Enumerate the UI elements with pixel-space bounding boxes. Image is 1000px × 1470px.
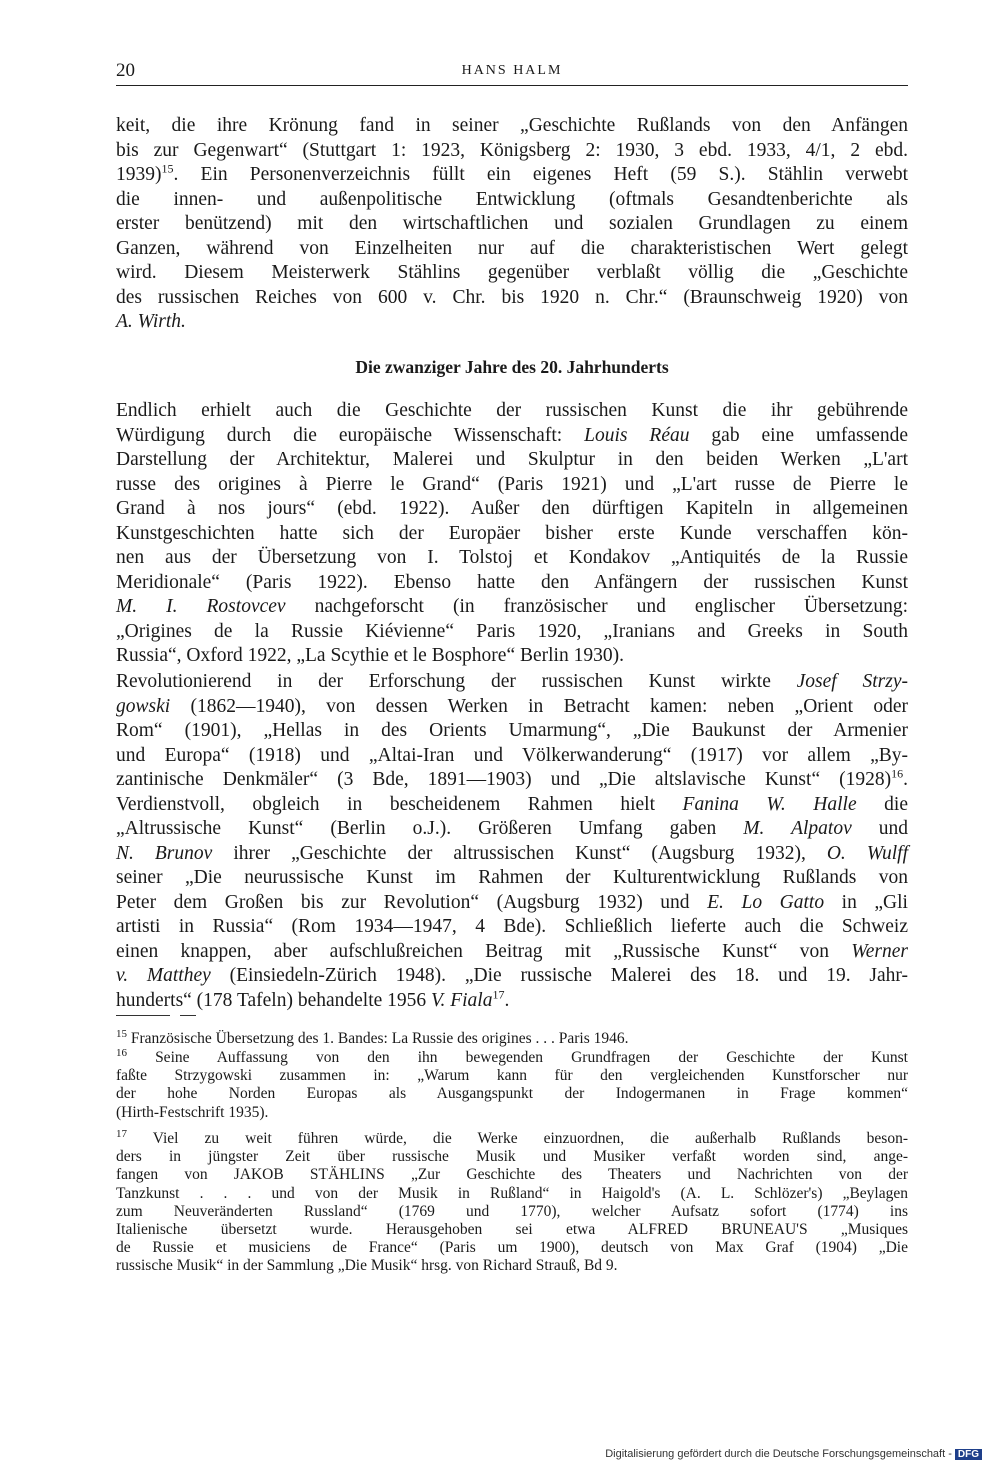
text-line bbox=[116, 940, 908, 965]
footnote-ref: 16 bbox=[891, 766, 904, 781]
text-line: fangen von JAKOB STÄHLINS „Zur Geschichte des Theaters und Nachrichten von der bbox=[116, 1166, 908, 1184]
text-line: Kunstgeschichten hatte sich der Europäer bisher erste Kunde verschaffen kön- bbox=[116, 522, 908, 544]
text-fragment: „Altrussische Kunst“ (Berlin o.J.). Größeren Umfang gaben bbox=[116, 818, 744, 839]
text-line: bis zur Gegenwart“ (Stuttgart 1: 1923, Königsberg 2: 1930, 3 ebd. 1933, 4/1, 2 ebd. bbox=[116, 139, 908, 161]
footnote-ref: 17 bbox=[492, 987, 505, 1001]
text-line bbox=[116, 1127, 908, 1148]
text-line: der hohe Norden Europas als Ausgangspunkt der Indogermanen in Frage kommen“ bbox=[116, 1085, 908, 1103]
text-line bbox=[116, 670, 908, 695]
text-line bbox=[116, 768, 908, 793]
footnote-marker: 15 bbox=[116, 1027, 127, 1040]
paragraph-1 bbox=[116, 114, 908, 335]
header-rule bbox=[116, 85, 908, 86]
author-name: V. Fiala bbox=[431, 989, 493, 1011]
text-fragment: . bbox=[504, 989, 510, 1011]
text-fragment: . bbox=[903, 769, 908, 790]
running-header bbox=[116, 60, 908, 86]
footnote-15 bbox=[116, 1027, 908, 1048]
text-line bbox=[116, 793, 908, 818]
author-name: M. Alpatov bbox=[743, 818, 852, 839]
text-line: die innen- und außenpolitische Entwicklung (oftmals Gesandtenberichte als bbox=[116, 188, 908, 210]
text-line bbox=[116, 310, 908, 335]
text-fragment: Seine Auffassung von den ihn bewegenden Grundfragen der Geschichte der Kunst bbox=[155, 1049, 908, 1066]
text-line bbox=[116, 817, 908, 842]
text-fragment: in „Gli bbox=[824, 891, 908, 913]
text-fragment: gab eine umfassende bbox=[689, 424, 908, 446]
author-name: Fanina W. Halle bbox=[682, 793, 857, 815]
text-line: Meridionale“ (Paris 1922). Ebenso hatte den Anfängern der russischen Kunst bbox=[116, 571, 908, 593]
text-line bbox=[116, 595, 908, 620]
text-line: zum Neuveränderten Russland“ (1769 und 1770), welcher Aufsatz sofort (1774) ins bbox=[116, 1202, 908, 1220]
text-line: erster benützend) mit den wirtschaftlichen und sozialen Grundlagen zu einem bbox=[116, 213, 908, 234]
text-line: Russia“, Oxford 1922, „La Scythie et le Bosphore“ Berlin 1930). bbox=[116, 645, 624, 666]
footnote-rule bbox=[180, 1015, 196, 1016]
text-line bbox=[116, 424, 908, 449]
text-fragment: Viel zu weit führen würde, die Werke einzuordnen, die außerhalb Rußlands beson- bbox=[152, 1130, 908, 1147]
text-fragment: zantinische Denkmäler“ (3 Bde, 1891—1903) und „Die altslavische Kunst“ (1928) bbox=[116, 769, 892, 790]
footnote-marker: 16 bbox=[116, 1046, 127, 1059]
text-fragment: die bbox=[856, 793, 908, 815]
text-fragment: Verdienstvoll, obgleich in bescheidenem Rahmen hielt bbox=[116, 793, 683, 815]
text-line: Ganzen, während von Einzelheiten nur auf die charakteristischen Wert gelegt bbox=[116, 237, 908, 259]
running-title: HANS HALM bbox=[461, 63, 563, 78]
text-line: Tanzkunst . . . und von der Musik in Rußland“ in Haigold's (A. L. Schlözer's) „Beylagen bbox=[116, 1184, 908, 1202]
text-line bbox=[116, 1046, 908, 1067]
text-line bbox=[116, 842, 908, 867]
text-line: Endlich erhielt auch die Geschichte der russischen Kunst die ihr gebührende bbox=[116, 400, 908, 421]
text-line: russische Musik“ in der Sammlung „Die Musik“ hrsg. von Richard Strauß, Bd 9. bbox=[116, 1257, 618, 1275]
text-line: faßte Strzygowski zusammen in: „Warum kann für den vergleichenden Kunstforscher nur bbox=[116, 1067, 908, 1085]
text-fragment: 1939) bbox=[116, 164, 162, 185]
text-line: Darstellung der Architektur, Malerei und Skulptur in den beiden Werken „L'art bbox=[116, 449, 908, 470]
text-line: nen aus der Übersetzung von I. Tolstoj et Kondakov „Antiquités de la Russie bbox=[116, 547, 908, 568]
text-line bbox=[116, 891, 908, 916]
page-number: 20 bbox=[116, 60, 135, 81]
text-fragment: nachgeforscht (in französischer und englischer Übersetzung: bbox=[285, 596, 908, 617]
text-line: (Hirth-Festschrift 1935). bbox=[116, 1103, 269, 1121]
text-line: artisti in Russia“ (Rom 1934—1947, 4 Bde). Schließlich lieferte auch die Schweiz bbox=[116, 916, 908, 937]
author-name: Werner bbox=[851, 940, 908, 962]
author-name: E. Lo Gatto bbox=[707, 891, 825, 913]
dfg-logo: DFG bbox=[955, 1449, 982, 1460]
text-fragment: Würdigung durch die europäische Wissenschaft: bbox=[116, 424, 585, 446]
text-fragment: (1862—1940), von dessen Werken in Betracht kamen: neben „Orient oder bbox=[170, 695, 908, 717]
text-line: ders in jüngster Zeit über russische Musik und Musiker verfaßt worden sind, ange- bbox=[116, 1148, 908, 1166]
text-line: Rom“ (1901), „Hellas in des Orients Umarmung“, „Die Baukunst der Armenier bbox=[116, 720, 908, 741]
digitization-credit bbox=[605, 1448, 982, 1460]
text-line: russe des origines à Pierre le Grand“ (Paris 1921) und „L'art russe de Pierre le bbox=[116, 473, 908, 495]
text-fragment: und bbox=[851, 818, 909, 839]
author-name: v. Matthey bbox=[116, 965, 211, 986]
text-line: keit, die ihre Krönung fand in seiner „Geschichte Rußlands von den Anfängen bbox=[116, 115, 908, 136]
text-fragment: . Ein Personenverzeichnis füllt ein eigenes Heft (59 S.). Stählin verwebt bbox=[173, 164, 908, 185]
text-line: des russischen Reiches von 600 v. Chr. bis 1920 n. Chr.“ (Braunschweig 1920) von bbox=[116, 286, 908, 308]
footnote-17 bbox=[116, 1127, 908, 1276]
text-line bbox=[116, 695, 908, 720]
author-name: M. I. Rostovcev bbox=[116, 596, 286, 617]
text-line: und Europa“ (1918) und „Altai-Iran und Völkerwanderung“ (1917) vor allem „By- bbox=[116, 744, 908, 766]
text-line: Grand à nos jours“ (ebd. 1922). Außer den dürftigen Kapiteln in allgemeinen bbox=[116, 498, 908, 519]
text-line: de Russie et musiciens de France“ (Paris um 1900), deutsch von Max Graf (1904) „Die bbox=[116, 1239, 908, 1257]
footnote-16 bbox=[116, 1046, 908, 1122]
text-line: „Origines de la Russie Kiévienne“ Paris 1920, „Iranians and Greeks in South bbox=[116, 620, 908, 642]
text-line bbox=[116, 989, 908, 1014]
text-fragment: (Einsiedeln-Zürich 1948). „Die russische Malerei des 18. und 19. Jahr- bbox=[210, 965, 908, 986]
text-line bbox=[116, 163, 908, 188]
text-fragment: Peter dem Großen bis zur Revolution“ (Augsburg 1932) und bbox=[116, 891, 708, 913]
text-fragment: Französische Übersetzung des 1. Bandes: La Russie des origines . . . Paris 1946. bbox=[130, 1030, 629, 1047]
text-fragment: ihrer „Geschichte der altrussischen Kunst“ (Augsburg 1932), bbox=[212, 842, 827, 864]
text-fragment: einen knappen, aber aufschlußreichen Beitrag mit „Russische Kunst“ von bbox=[116, 940, 852, 962]
author-name: N. Brunov bbox=[116, 842, 213, 864]
paragraph-2 bbox=[116, 399, 908, 669]
author-name: gowski bbox=[116, 695, 171, 717]
text-fragment: hunderts“ (178 Tafeln) behandelte 1956 bbox=[116, 989, 432, 1011]
footnote-rule bbox=[116, 1015, 170, 1016]
credit-text: Digitalisierung gefördert durch die Deutsche Forschungsgemeinschaft - bbox=[605, 1448, 952, 1460]
text-line bbox=[116, 964, 908, 989]
paragraph-3 bbox=[116, 670, 908, 1013]
text-line bbox=[116, 1027, 908, 1048]
footnote-marker: 17 bbox=[116, 1127, 127, 1140]
author-name: A. Wirth. bbox=[116, 311, 186, 332]
author-name: Louis Réau bbox=[584, 424, 690, 446]
text-line: Italienische übersetzt wurde. Herausgehoben sei etwa ALFRED BRUNEAU'S „Musiques bbox=[116, 1221, 908, 1239]
text-line: seiner „Die neurussische Kunst im Rahmen der Kulturentwicklung Rußlands von bbox=[116, 867, 908, 888]
author-name: Josef Strzy- bbox=[796, 671, 908, 692]
footnote-ref: 15 bbox=[161, 161, 174, 176]
text-line: wird. Diesem Meisterwerk Stählins gegenüber verblaßt völlig die „Geschichte bbox=[116, 262, 908, 283]
section-heading: Die zwanziger Jahre des 20. Jahrhunderts bbox=[355, 357, 669, 377]
author-name: O. Wulff bbox=[826, 842, 908, 864]
text-fragment: Revolutionierend in der Erforschung der russischen Kunst wirkte bbox=[116, 671, 797, 692]
